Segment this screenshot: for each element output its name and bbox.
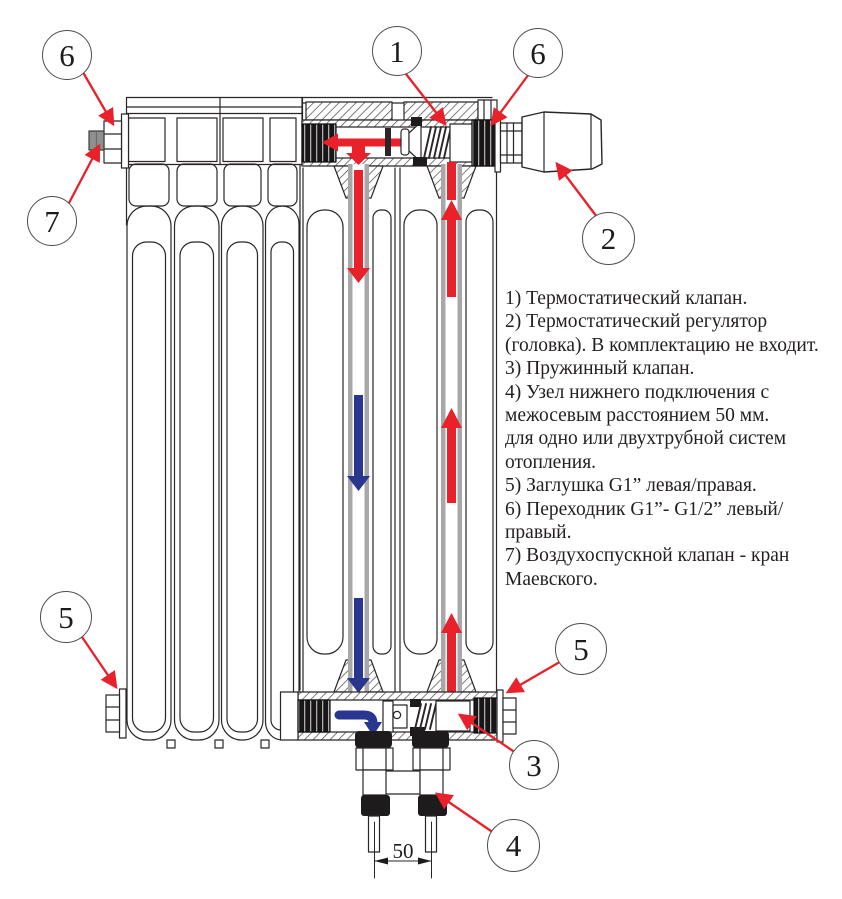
section-columns — [303, 164, 497, 694]
thermostatic-head — [522, 112, 602, 172]
callout-7: 7 — [27, 196, 77, 246]
external-sections — [127, 164, 301, 748]
hot-flow-riser — [447, 162, 456, 200]
legend-line: 3) Пружинный клапан. — [505, 358, 695, 380]
callout-3: 3 — [509, 740, 559, 790]
top-right-adapter — [472, 115, 522, 172]
legend-line: отопления. — [505, 451, 597, 473]
legend-line: правый. — [505, 522, 572, 544]
callout-4: 4 — [487, 819, 540, 872]
callout-5-right: 5 — [555, 623, 607, 675]
leader-arrow-5-right — [508, 663, 558, 692]
callout-1: 1 — [372, 26, 422, 76]
leader-arrow-2 — [557, 164, 597, 217]
legend-line: для одно или двухтрубной систем — [505, 428, 787, 450]
callout-5-left: 5 — [40, 591, 92, 643]
bottom-left-plug — [106, 689, 126, 738]
legend-line: 2) Термостатический регулятор — [505, 311, 768, 333]
leader-arrow-5-left — [82, 637, 116, 687]
cool-flow-arrow — [354, 395, 363, 476]
air-vent-valve — [89, 131, 104, 150]
dimension-label: 50 — [392, 839, 414, 863]
top-left-adapter — [104, 114, 129, 168]
leader-arrow-6-left — [84, 74, 113, 124]
legend-line: (головка). В комплектацию не входит. — [505, 334, 819, 356]
callout-6-top-right: 6 — [513, 28, 563, 78]
bottom-collector — [281, 690, 517, 742]
legend — [505, 287, 841, 591]
legend-line: 1) Термостатический клапан. — [505, 288, 748, 309]
legend-line: 7) Воздухоспускной клапан - кран — [505, 545, 790, 567]
callout-2: 2 — [582, 212, 635, 265]
radiator-external-view — [89, 98, 303, 749]
legend-line: межосевым расстоянием 50 мм. — [505, 405, 770, 427]
legend-line: 5) Заглушка G1” левая/правая. — [505, 475, 757, 497]
external-top-header — [127, 98, 303, 165]
hot-flow-arrow — [354, 170, 363, 268]
bottom-connection-unit — [355, 731, 450, 852]
leader-arrow-7 — [69, 146, 99, 203]
legend-line: Маевского. — [505, 568, 598, 590]
section-top-fins — [302, 98, 497, 121]
callout-6-top-left: 6 — [42, 30, 92, 80]
legend-line: 4) Узел нижнего подключения с — [505, 381, 770, 403]
legend-line: 6) Переходник G1”- G1/2” левый/ — [505, 498, 784, 520]
